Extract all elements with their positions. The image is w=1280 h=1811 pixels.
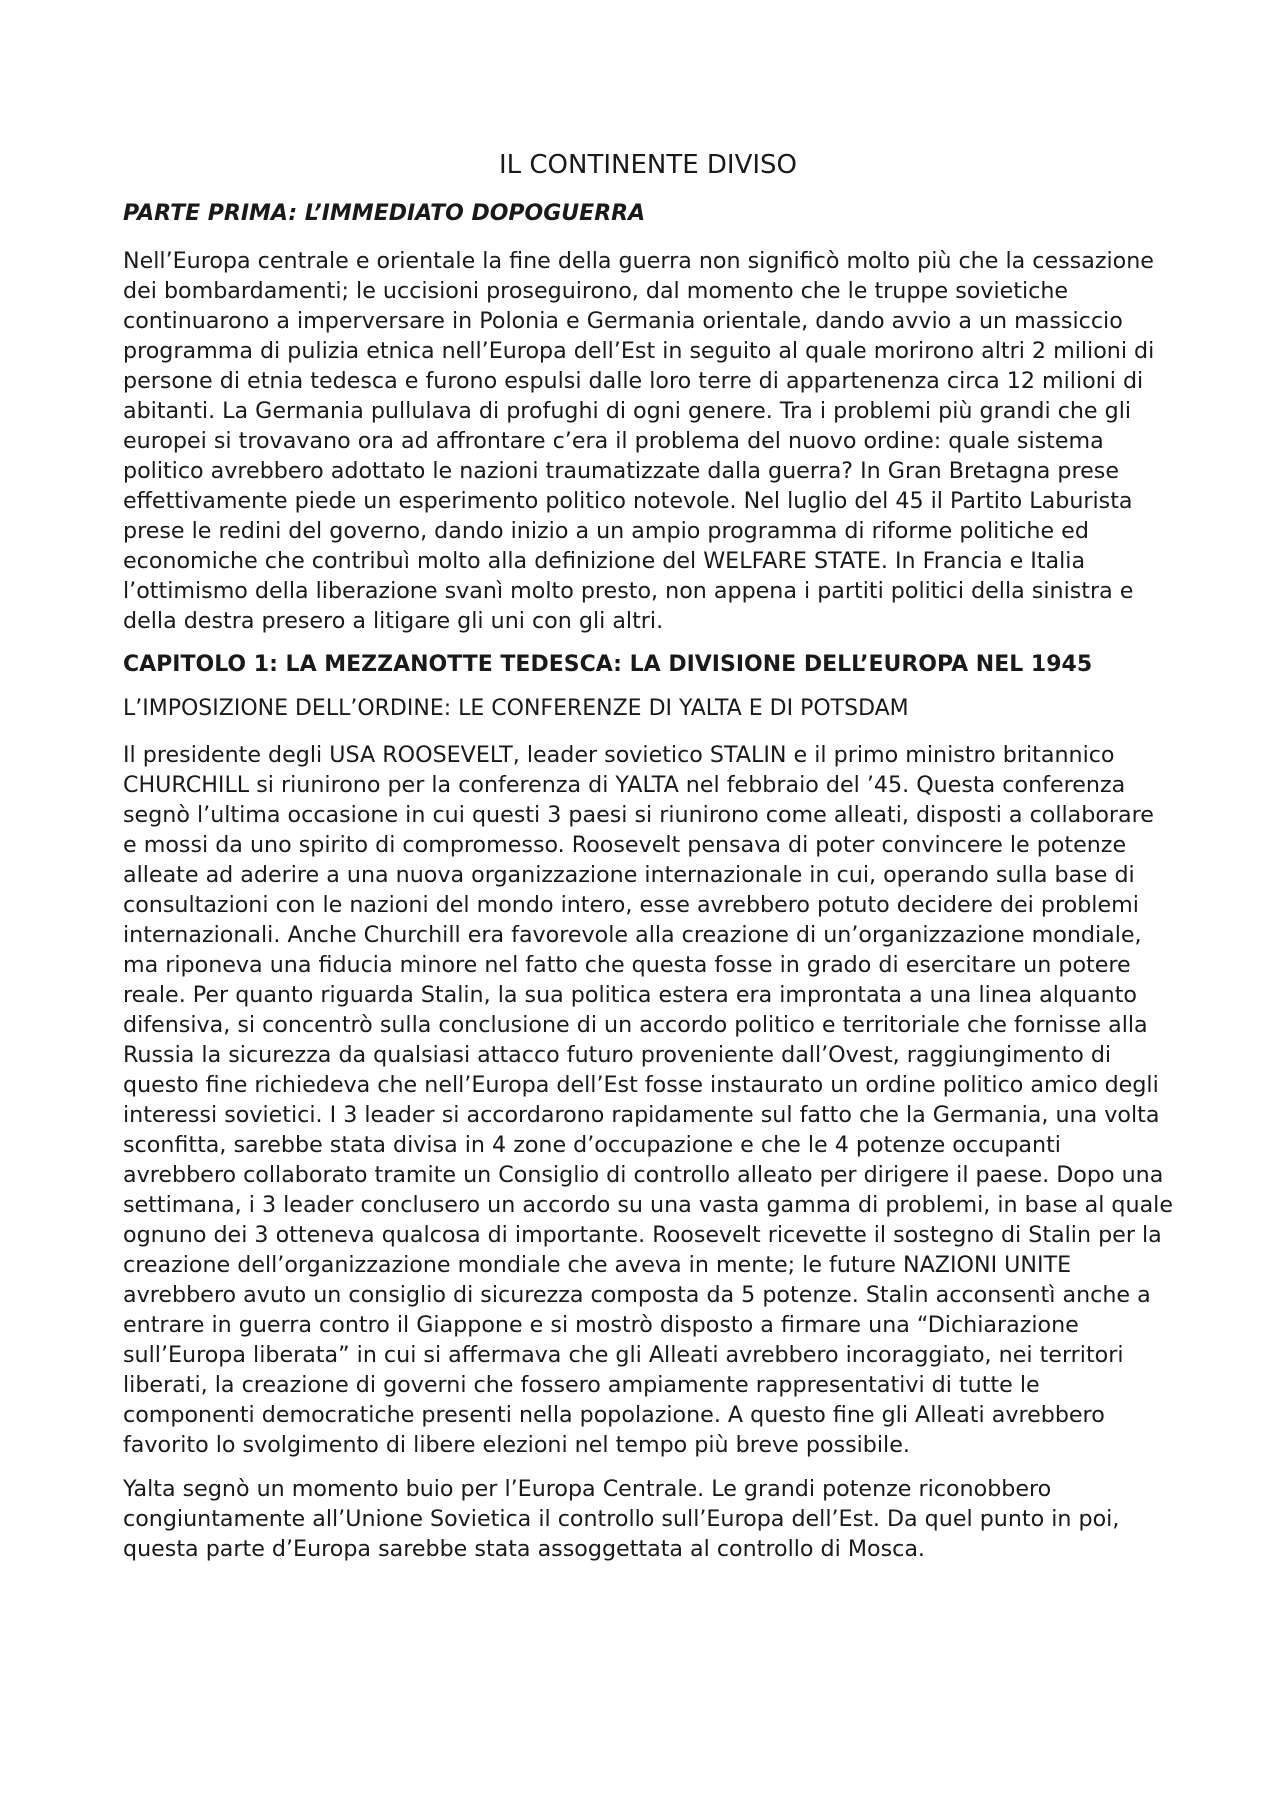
paragraph-yalta: Il presidente degli USA ROOSEVELT, leader sovietico STALIN e il primo ministro britannico CHURCHILL si riunirono per la conferenza di YALTA nel febbraio del ’45. Questa conferenza segnò l’ultima occasione in cui questi 3 paesi si riunirono come alleati, disposti a collaborare e mossi da uno spirito di compromesso. Roosevelt pensava di poter convincere le potenze alleate ad aderire a una nuova organizzazione internazionale in cui, operando sulla base di consultazioni con le nazioni del mondo intero, esse avrebbero potuto decidere dei problemi internazionali. Anche Churchill era favorevole alla creazione di un’organizzazione mondiale, ma riponeva una fiducia minore nel fatto che questa fosse in grado di esercitare un potere reale. Per quanto riguarda Stalin, la sua politica estera era improntata a una linea alquanto difensiva, si concentrò sulla conclusione di un accordo politico e territoriale che fornisse alla Russia la sicurezza da qualsiasi attacco futuro proveniente dall’Ovest, raggiungimento di questo fine richiedeva che nell’Europa dell’Est fosse instaurato un ordine politico amico degli interessi sovietici. I 3 leader si accordarono rapidamente sul fatto che la Germania, una volta sconfitta, sarebbe stata divisa in 4 zone d’occupazione e che le 4 potenze occupanti avrebbero collaborato tramite un Consiglio di controllo alleato per dirigere il paese. Dopo una settimana, i 3 leader conclusero un accordo su una vasta gamma di problemi, in base al quale ognuno dei 3 otteneva qualcosa di importante. Roosevelt ricevette il sostegno di Stalin per la creazione dell’organizzazione mondiale che aveva in mente; le future NAZIONI UNITE avrebbero avuto un consiglio di sicurezza composta da 5 potenze. Stalin acconsentì anche a entrare in guerra contro il Giappone e si mostrò disposto a firmare una “Dichiarazione sull’Europa liberata” in cui si affermava che gli Alleati avrebbero incoraggiato, nei territori liberati, la creazione di governi che fossero ampiamente rappresentativi di tutte le componenti democratiche presenti nella popolazione. A questo fine gli Alleati avrebbero favorito lo svolgimento di libere elezioni nel tempo più breve possibile. — [123, 741, 1173, 1458]
document-page — [123, 150, 1173, 1578]
chapter-heading: CAPITOLO 1: LA MEZZANOTTE TEDESCA: LA DIVISIONE DELL’EUROPA NEL 1945 — [123, 651, 1093, 677]
section-heading: L’IMPOSIZIONE DELL’ORDINE: LE CONFERENZE DI YALTA E DI POTSDAM — [123, 695, 909, 721]
document-title: IL CONTINENTE DIVISO — [498, 150, 798, 180]
part-heading: PARTE PRIMA: L’IMMEDIATO DOPOGUERRA — [123, 201, 646, 227]
paragraph-intro: Nell’Europa centrale e orientale la fine della guerra non significò molto più che la cessazione dei bombardamenti; le uccisioni proseguirono, dal momento che le truppe sovietiche continuarono a imperversare in Polonia e Germania orientale, dando avvio a un massiccio programma di pulizia etnica nell’Europa dell’Est in seguito al quale morirono altri 2 milioni di persone di etnia tedesca e furono espulsi dalle loro terre di appartenenza circa 12 milioni di abitanti. La Germania pullulava di profughi di ogni genere. Tra i problemi più grandi che gli europei si trovavano ora ad affrontare c’era il problema del nuovo ordine: quale sistema politico avrebbero adottato le nazioni traumatizzate dalla guerra? In Gran Bretagna prese effettivamente piede un esperimento politico notevole. Nel luglio del 45 il Partito Laburista prese le redini del governo, dando inizio a un ampio programma di riforme politiche ed economiche che contribuì molto alla definizione del WELFARE STATE. In Francia e Italia l’ottimismo della liberazione svanì molto presto, non appena i partiti politici della sinistra e della destra presero a litigare gli uni con gli altri. — [123, 247, 1155, 634]
paragraph-conclusion: Yalta segnò un momento buio per l’Europa Centrale. Le grandi potenze riconobbero congiuntamente all’Unione Sovietica il controllo sull’Europa dell’Est. Da quel punto in poi, questa parte d’Europa sarebbe stata assoggettata al controllo di Mosca. — [123, 1475, 1120, 1562]
